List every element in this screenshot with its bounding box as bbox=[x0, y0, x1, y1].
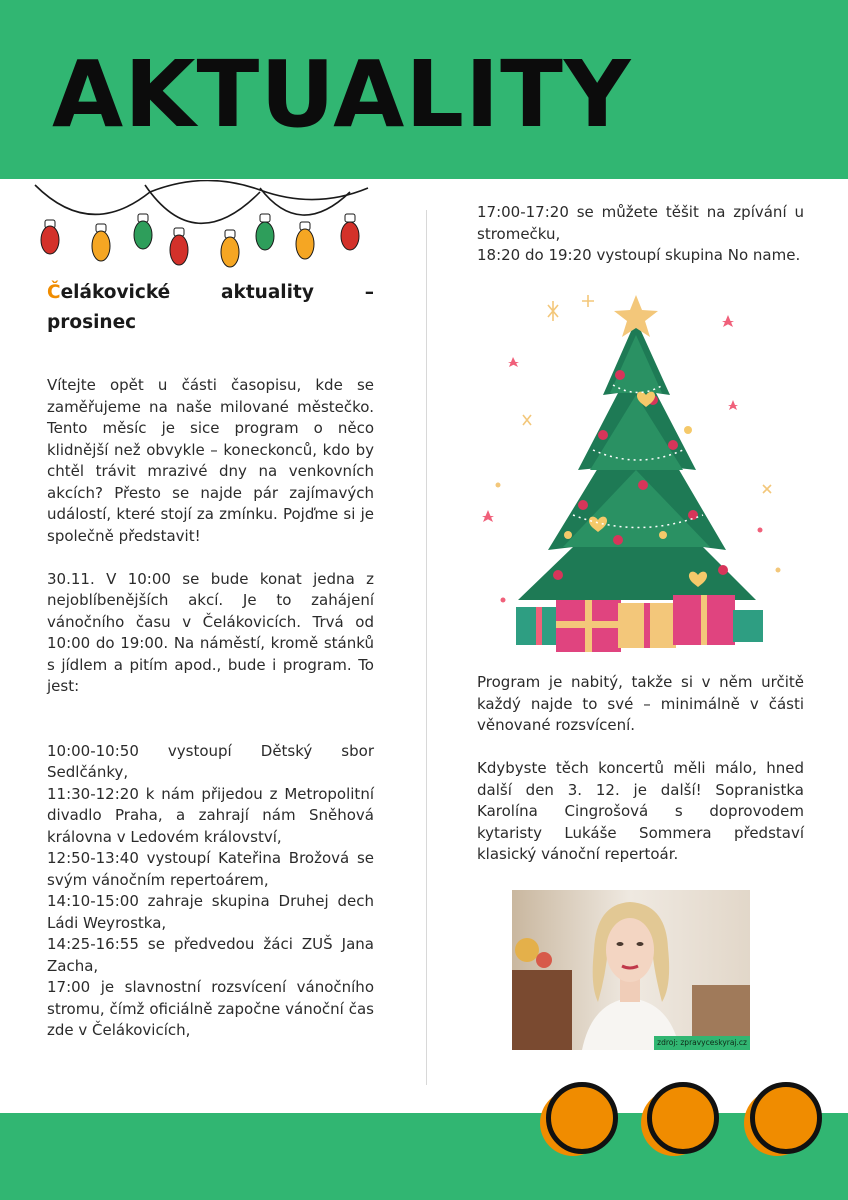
program-note-paragraph: Program je nabitý, takže si v něm určitě každý najde to své – minimálně v části věnované rozsvícení. bbox=[477, 673, 804, 734]
portrait-image bbox=[512, 890, 750, 1050]
orange-circle-decoration bbox=[540, 1082, 620, 1162]
schedule-item: 12:50-13:40 vystoupí Kateřina Brožová se svým vánočním repertoárem, bbox=[47, 849, 374, 889]
header-banner bbox=[0, 0, 848, 179]
title-first-letter: Č bbox=[47, 282, 61, 303]
schedule-item: 11:30-12:20 k nám přijedou z Metropolitní divadlo Praha, a zahrají nám Sněhová královna v Ledovém království, bbox=[47, 784, 374, 846]
sparkle-icon bbox=[548, 301, 558, 321]
photo-caption: zdroj: zpravyceskyraj.cz bbox=[654, 1036, 750, 1050]
orange-circle-decoration bbox=[744, 1082, 824, 1162]
bulb-green-icon bbox=[134, 214, 152, 249]
bulb-orange-icon bbox=[296, 222, 314, 259]
bulb-red-icon bbox=[170, 228, 188, 265]
christmas-tree-illustration bbox=[478, 285, 788, 660]
page-title: AKTUALITY bbox=[52, 41, 632, 148]
intro-paragraph: Vítejte opět u části časopisu, kde se zaměřujeme na naše milované městečko. Tento měsíc je sice program o něco klidnější než obvykle – koneckonců, kdo by chtěl trávit mrazivé dny na venkovních akcích? Přesto se najde pár zajímavých událostí, které stojí za zmínku. Pojďme si je společně představit! bbox=[47, 376, 374, 545]
sparkle-icon bbox=[482, 510, 494, 522]
singer-photo bbox=[512, 890, 750, 1050]
sparkle-icon bbox=[508, 357, 519, 367]
sparkle-icon bbox=[763, 485, 771, 493]
schedule-item: 17:00-17:20 se můžete těšit na zpívání u stromečku, bbox=[477, 203, 804, 243]
event-intro-paragraph: 30.11. V 10:00 se bude konat jedna z nejoblíbenějších akcí. Je to zahájení vánočního času v Čelákovicích. Trvá od 10:00 do 19:00. Na náměstí, kromě stánků s jídlem a pitím apod., bude i program. To jest: bbox=[47, 569, 374, 695]
bulb-red-icon bbox=[341, 214, 359, 250]
schedule-item: 14:25-16:55 se předvedou žáci ZUŠ Jana Zacha, bbox=[47, 935, 374, 975]
bulb-red-icon bbox=[41, 220, 59, 254]
sparkle-icon bbox=[582, 295, 594, 307]
title-line2: prosinec bbox=[47, 312, 137, 333]
left-column bbox=[47, 375, 374, 1042]
column-divider bbox=[426, 210, 427, 1085]
schedule-item: 14:10-15:00 zahraje skupina Druhej dech Ládi Weyrostka, bbox=[47, 892, 374, 932]
sparkle-icon bbox=[722, 315, 734, 327]
schedule-item: 18:20 do 19:20 vystoupí skupina No name. bbox=[477, 246, 801, 264]
sparkle-icon bbox=[523, 415, 531, 425]
bulb-green-icon bbox=[256, 214, 274, 250]
sparkle-icon bbox=[728, 400, 738, 410]
bulb-orange-icon bbox=[221, 230, 239, 267]
schedule-item: 17:00 je slavnostní rozsvícení vánočního stromu, čímž oficiálně započne vánoční čas zde v Čelákovicích, bbox=[47, 978, 374, 1039]
orange-circle-decoration bbox=[641, 1082, 721, 1162]
article-title bbox=[47, 278, 374, 338]
bulb-orange-icon bbox=[92, 224, 110, 261]
schedule-item: 10:00-10:50 vystoupí Dětský sbor Sedlčánky, bbox=[47, 741, 374, 781]
right-column-schedule bbox=[477, 202, 804, 267]
concert-note-paragraph: Kdybyste těch koncertů měli málo, hned další den 3. 12. je další! Sopranistka Karolína Cingrošová s doprovodem kytaristy Lukáše Sommera představí klasický vánoční repertoár. bbox=[477, 759, 804, 863]
title-text: elákovické aktuality – bbox=[60, 282, 374, 303]
right-column-text bbox=[477, 672, 804, 866]
christmas-lights-decoration bbox=[30, 180, 370, 280]
gift-boxes bbox=[516, 595, 763, 652]
